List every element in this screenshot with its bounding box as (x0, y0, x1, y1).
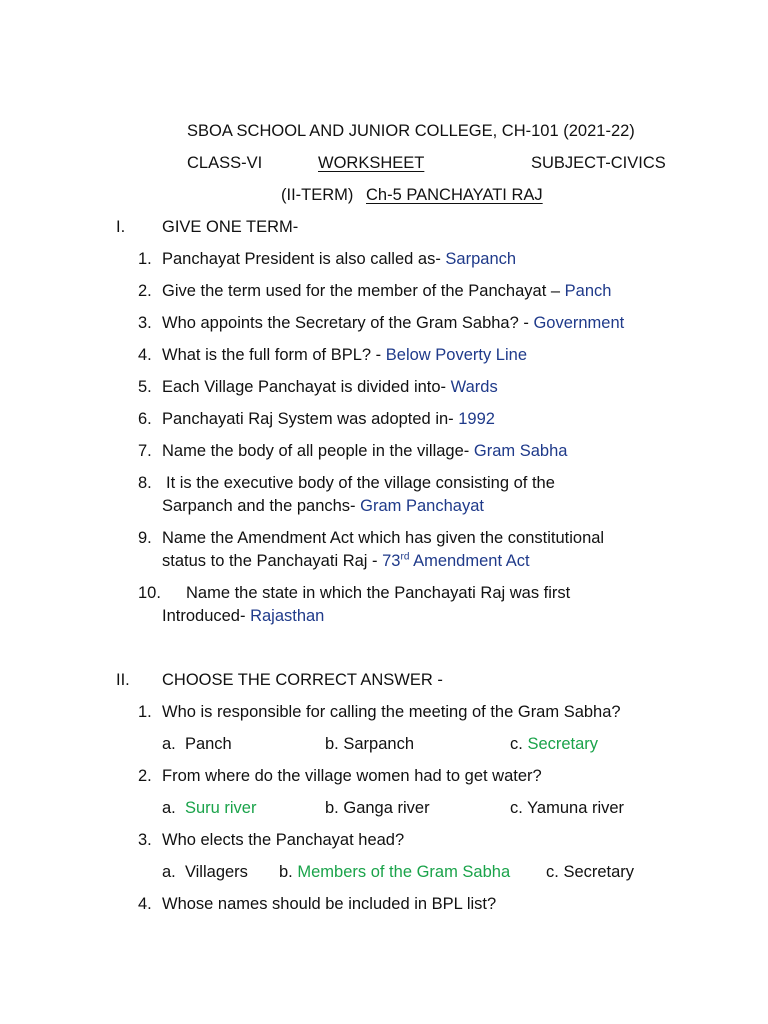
question-number: 9. (138, 529, 152, 547)
answer-text: Members of the Gram Sabha (297, 863, 511, 881)
worksheet-label: WORKSHEET (318, 154, 425, 172)
answer-text: Rajasthan (250, 607, 325, 625)
question-line: It is the executive body of the village consisting of the (166, 474, 555, 492)
question-number: 1. (138, 703, 152, 721)
question-number: 1. (138, 250, 152, 268)
section-title: CHOOSE THE CORRECT ANSWER - (162, 671, 443, 689)
question-number: 2. (138, 282, 152, 300)
question-line-cont: Introduced- Rajasthan (162, 607, 325, 625)
option: b. Ganga river (325, 799, 430, 817)
answer-text: Gram Panchayat (360, 497, 484, 515)
question-line: Who is responsible for calling the meeting of the Gram Sabha? (162, 703, 621, 721)
section-title: GIVE ONE TERM- (162, 218, 299, 236)
question-line: Name the state in which the Panchayati Raj was first (186, 584, 571, 602)
question-number: 4. (138, 895, 152, 913)
question-number: 5. (138, 378, 152, 396)
question-line: Whose names should be included in BPL list? (162, 895, 497, 913)
question-line: Panchayat President is also called as- Sarpanch (162, 250, 517, 268)
answer-text: 1992 (458, 410, 495, 428)
answer-text: Panch (564, 282, 612, 300)
question-number: 7. (138, 442, 152, 460)
option: b. Sarpanch (325, 735, 414, 753)
section-numeral: I. (116, 218, 126, 236)
answer-text: Below Poverty Line (385, 346, 528, 364)
question-number: 3. (138, 314, 152, 332)
question-line: Name the body of all people in the village- Gram Sabha (162, 442, 568, 460)
school-title: SBOA SCHOOL AND JUNIOR COLLEGE, CH-101 (2021-22) (187, 122, 635, 140)
term-label: (II-TERM) (281, 186, 354, 204)
question-line: Who elects the Panchayat head? (162, 831, 405, 849)
question-line: From where do the village women had to get water? (162, 767, 542, 785)
answer-text: Government (533, 314, 625, 332)
question-number: 4. (138, 346, 152, 364)
option: a. Villagers (162, 863, 248, 881)
option-correct: c. Secretary (510, 735, 599, 753)
answer-text: Secretary (527, 735, 599, 753)
answer-text: 73rd Amendment Act (382, 551, 530, 570)
option-correct: b. Members of the Gram Sabha (279, 863, 511, 881)
section-numeral: II. (116, 671, 130, 689)
option: c. Yamuna river (510, 799, 625, 817)
chapter-title: Ch-5 PANCHAYATI RAJ (366, 186, 543, 204)
question-number: 6. (138, 410, 152, 428)
answer-text: Gram Sabha (473, 442, 568, 460)
question-line-cont: Sarpanch and the panchs- Gram Panchayat (162, 497, 484, 515)
answer-text: Sarpanch (445, 250, 517, 268)
question-line-cont: status to the Panchayati Raj - 73rd Amendment Act (162, 551, 530, 570)
option: a. Panch (162, 735, 232, 753)
question-line: Who appoints the Secretary of the Gram Sabha? - Government (162, 314, 625, 332)
answer-text: Wards (450, 378, 498, 396)
question-number: 2. (138, 767, 152, 785)
question-number: 8. (138, 474, 152, 492)
question-line: Panchayati Raj System was adopted in- 1992 (162, 410, 495, 428)
question-line: Name the Amendment Act which has given the constitutional (162, 529, 605, 547)
answer-text: Suru river (184, 799, 257, 817)
option-correct: a. Suru river (162, 799, 257, 817)
question-number: 10. (138, 584, 161, 602)
class-label: CLASS-VI (187, 154, 263, 172)
option: c. Secretary (546, 863, 635, 881)
subject-label: SUBJECT-CIVICS (531, 154, 666, 172)
question-line: Each Village Panchayat is divided into- Wards (162, 378, 498, 396)
question-line: Give the term used for the member of the Panchayat – Panch (162, 282, 612, 300)
question-line: What is the full form of BPL? - Below Poverty Line (162, 346, 528, 364)
question-number: 3. (138, 831, 152, 849)
